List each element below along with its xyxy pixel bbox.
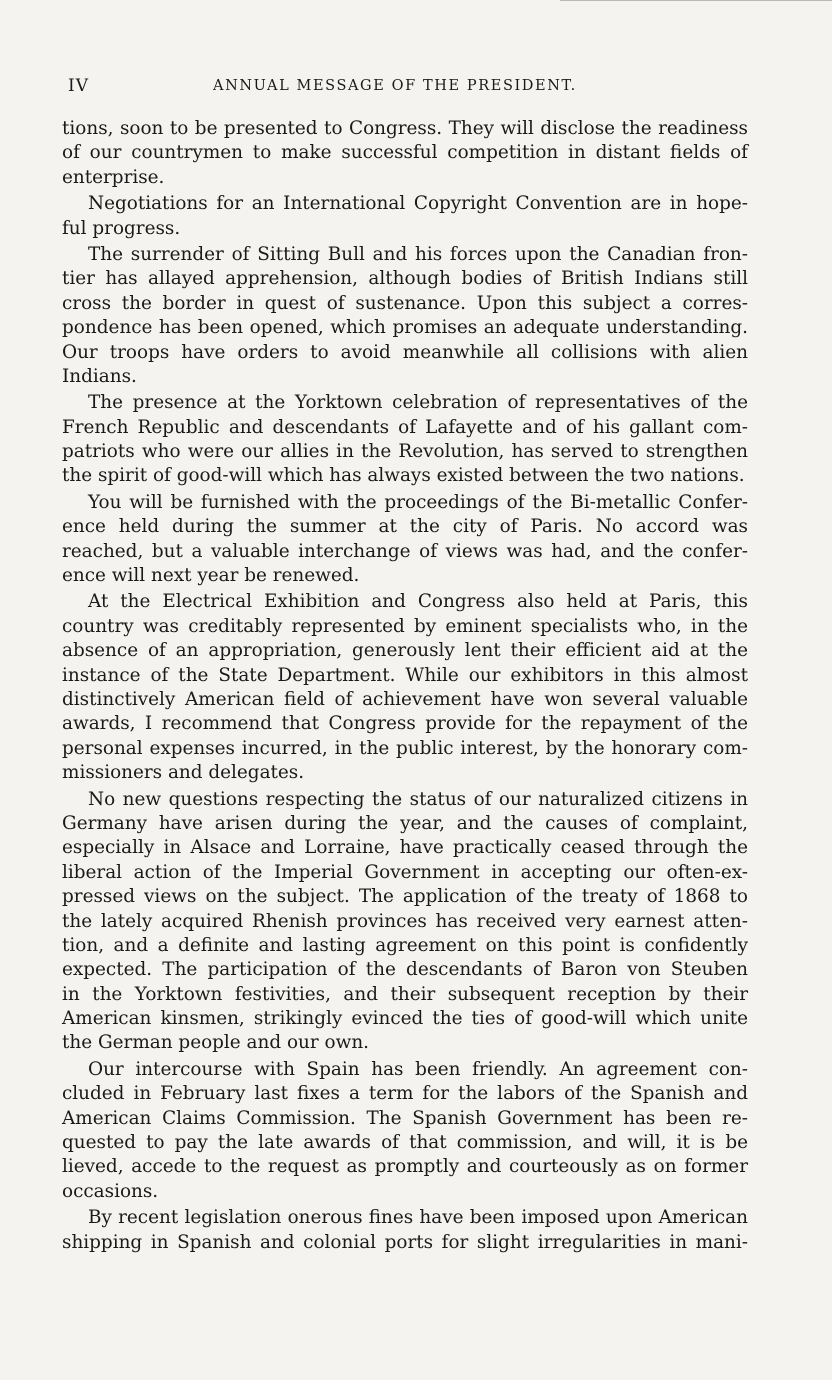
- text-line: The presence at the Yorktown celebration of representatives of the: [88, 392, 748, 414]
- text-line: especially in Alsace and Lorraine, have practically ceased through the: [62, 837, 748, 859]
- text-line: enterprise.: [62, 166, 165, 188]
- text-line: absence of an appropriation, generously lent their efficient aid at the: [62, 640, 748, 662]
- text-line: country was creditably represented by eminent specialists who, in the: [62, 615, 748, 637]
- text-line: pressed views on the subject. The application of the treaty of 1868 to: [62, 886, 748, 908]
- text-line: reached, but a valuable interchange of views was had, and the confer-: [62, 540, 748, 562]
- paragraph: [62, 117, 748, 190]
- text-line: cluded in February last fixes a term for the labors of the Spanish and: [62, 1083, 748, 1105]
- text-line: of our countrymen to make successful competition in distant fields of: [62, 142, 748, 164]
- text-line: missioners and delegates.: [62, 762, 305, 784]
- text-line: tier has allayed apprehension, although bodies of British Indians still: [62, 268, 748, 290]
- paragraph: [62, 1058, 748, 1204]
- text-line: Our intercourse with Spain has been friendly. An agreement con-: [88, 1058, 748, 1080]
- text-line: quested to pay the late awards of that commission, and will, it is be: [62, 1132, 748, 1154]
- text-line: No new questions respecting the status of our naturalized citizens in: [88, 788, 748, 810]
- text-line: liberal action of the Imperial Government in accepting our often-ex-: [62, 861, 748, 883]
- text-line: cross the border in quest of sustenance. Upon this subject a corres-: [62, 292, 748, 314]
- text-line: the spirit of good-will which has always existed between the two nations.: [62, 465, 745, 487]
- paragraph: [62, 243, 748, 389]
- text-line: patriots who were our allies in the Revolution, has served to strengthen: [62, 441, 748, 463]
- text-line: Negotiations for an International Copyright Convention are in hope-: [88, 193, 748, 215]
- message-body: [62, 117, 748, 1257]
- text-line: distinctively American field of achievement have won several valuable: [62, 688, 748, 710]
- text-line: occasions.: [62, 1180, 159, 1202]
- paragraph: [62, 590, 748, 785]
- text-line: American kinsmen, strikingly evinced the ties of good-will which unite: [62, 1008, 748, 1030]
- text-line: in the Yorktown festivities, and their subsequent reception by their: [62, 983, 748, 1005]
- text-line: The surrender of Sitting Bull and his forces upon the Canadian fron-: [88, 243, 748, 265]
- paragraph: [62, 391, 748, 489]
- text-line: Germany have arisen during the year, and the causes of complaint,: [62, 812, 748, 834]
- text-line: By recent legislation onerous fines have been imposed upon American: [88, 1207, 748, 1229]
- text-line: Our troops have orders to avoid meanwhile all collisions with alien: [62, 341, 748, 363]
- text-line: ence held during the summer at the city of Paris. No accord was: [62, 516, 748, 538]
- text-line: the lately acquired Rhenish provinces has received very earnest atten-: [62, 910, 748, 932]
- text-line: ence will next year be renewed.: [62, 565, 360, 587]
- text-line: personal expenses incurred, in the public interest, by the honorary com-: [62, 737, 748, 759]
- text-line: expected. The participation of the descendants of Baron von Steuben: [62, 959, 748, 981]
- text-line: ful progress.: [62, 217, 181, 239]
- page-number: IV: [68, 76, 89, 96]
- text-line: You will be furnished with the proceedings of the Bi-metallic Confer-: [88, 491, 748, 513]
- text-line: instance of the State Department. While our exhibitors in this almost: [62, 664, 748, 686]
- text-line: French Republic and descendants of Lafayette and of his gallant com-: [62, 416, 748, 438]
- paragraph: [62, 491, 748, 589]
- text-line: American Claims Commission. The Spanish Government has been re-: [62, 1107, 748, 1129]
- text-line: the German people and our own.: [62, 1032, 370, 1054]
- text-line: At the Electrical Exhibition and Congress also held at Paris, this: [88, 591, 748, 613]
- text-line: Indians.: [62, 365, 137, 387]
- page-header: [68, 76, 748, 98]
- text-line: tion, and a definite and lasting agreement on this point is confidently: [62, 934, 748, 956]
- running-title: ANNUAL MESSAGE OF THE PRESIDENT.: [213, 78, 577, 94]
- paragraph: [62, 1206, 748, 1255]
- text-line: lieved, accede to the request as promptly and courteously as on former: [62, 1156, 748, 1178]
- text-line: awards, I recommend that Congress provide for the repayment of the: [62, 713, 748, 735]
- text-line: tions, soon to be presented to Congress. They will disclose the readiness: [62, 118, 748, 139]
- text-line: pondence has been opened, which promises an adequate understanding.: [62, 317, 748, 339]
- top-edge-rule: [560, 0, 832, 1]
- text-line: shipping in Spanish and colonial ports for slight irregularities in mani-: [62, 1231, 748, 1253]
- paragraph: [62, 192, 748, 241]
- paragraph: [62, 788, 748, 1056]
